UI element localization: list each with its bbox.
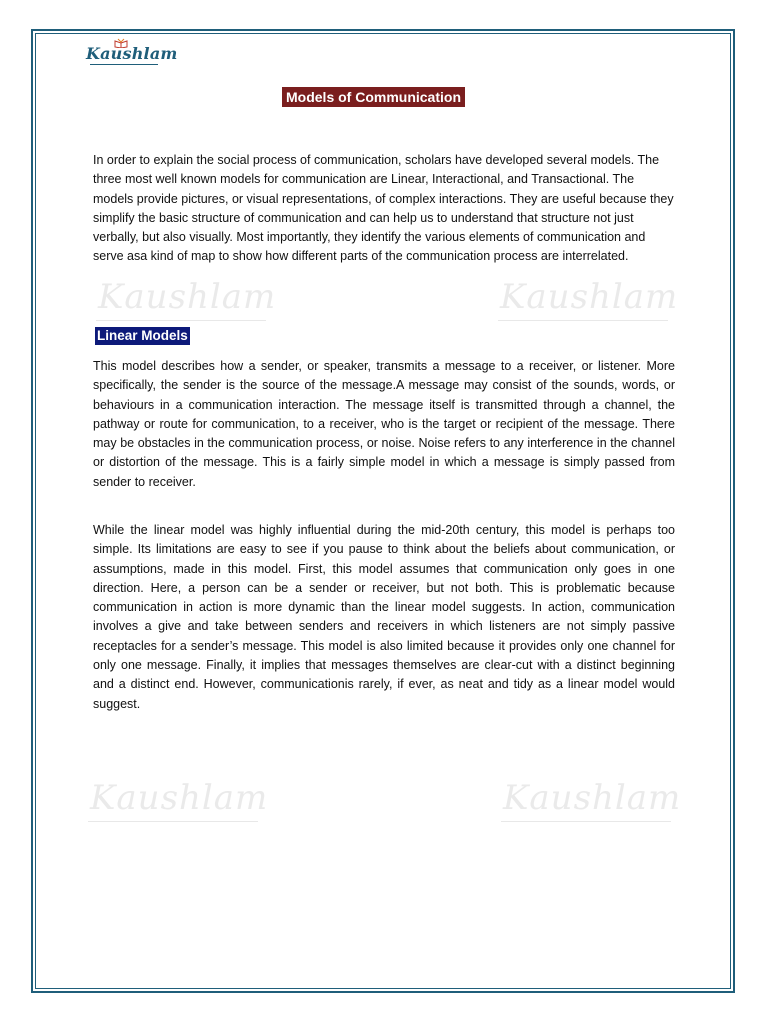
logo-underline: [90, 64, 158, 65]
watermark: Kaushlam: [90, 778, 269, 818]
page-title: Models of Communication: [282, 87, 465, 107]
intro-paragraph: In order to explain the social process of communication, scholars have developed several models. The three most well known models for communication are Linear, Interactional, and Transactional. The models provide pictures, or visual representations, of complex interactions. They are useful because they simplify the basic structure of communication and can help us to understand that structure not just verbally, but also visually. Most importantly, they identify the various elements of communication and serve asa kind of map to show how different parts of the communication process are interrelated.: [93, 153, 674, 264]
watermark-line: [96, 320, 266, 321]
watermark-line: [88, 821, 258, 822]
kaushlam-logo: [86, 38, 178, 70]
section-heading-linear-models: Linear Models: [97, 328, 188, 343]
linear-paragraph-2: While the linear model was highly influential during the mid-20th century, this model is perhaps too simple. Its limitations are easy to see if you pause to think about the beliefs about communication, or assumptions, made in this model. First, this model assumes that communication only goes in one direction. Here, a person can be a sender or receiver, but not both. This is problematic because communication in action is more dynamic than the linear model suggests. In action, communication involves a give and take between senders and receivers in which listeners are not simply passive receptacles for a sender’s message. This model is also limited because it provides only one channel for only one message. Finally, it implies that messages themselves are clear-cut with a distinct beginning and a distinct end. However, communicationis rarely, if ever, as neat and tidy as a linear model would suggest.: [93, 523, 675, 711]
watermark: Kaushlam: [500, 277, 679, 317]
watermark-line: [498, 320, 668, 321]
watermark-line: [501, 821, 671, 822]
watermark: Kaushlam: [503, 778, 682, 818]
logo-text: Kaushlam: [86, 44, 178, 63]
linear-paragraph-1: This model describes how a sender, or speaker, transmits a message to a receiver, or listener. More specifically, the sender is the source of the message.A message may consist of the sounds, words, or behaviours in a communication interaction. The message itself is transmitted through a channel, the pathway or route for communication, to a receiver, who is the target or recipient of the message. There may be obstacles in the communication process, or noise. Noise refers to any interference in the channel or distortion of the message. This is a fairly simple model in which a message is simply passed from sender to receiver.: [93, 359, 675, 489]
watermark: Kaushlam: [98, 277, 277, 317]
